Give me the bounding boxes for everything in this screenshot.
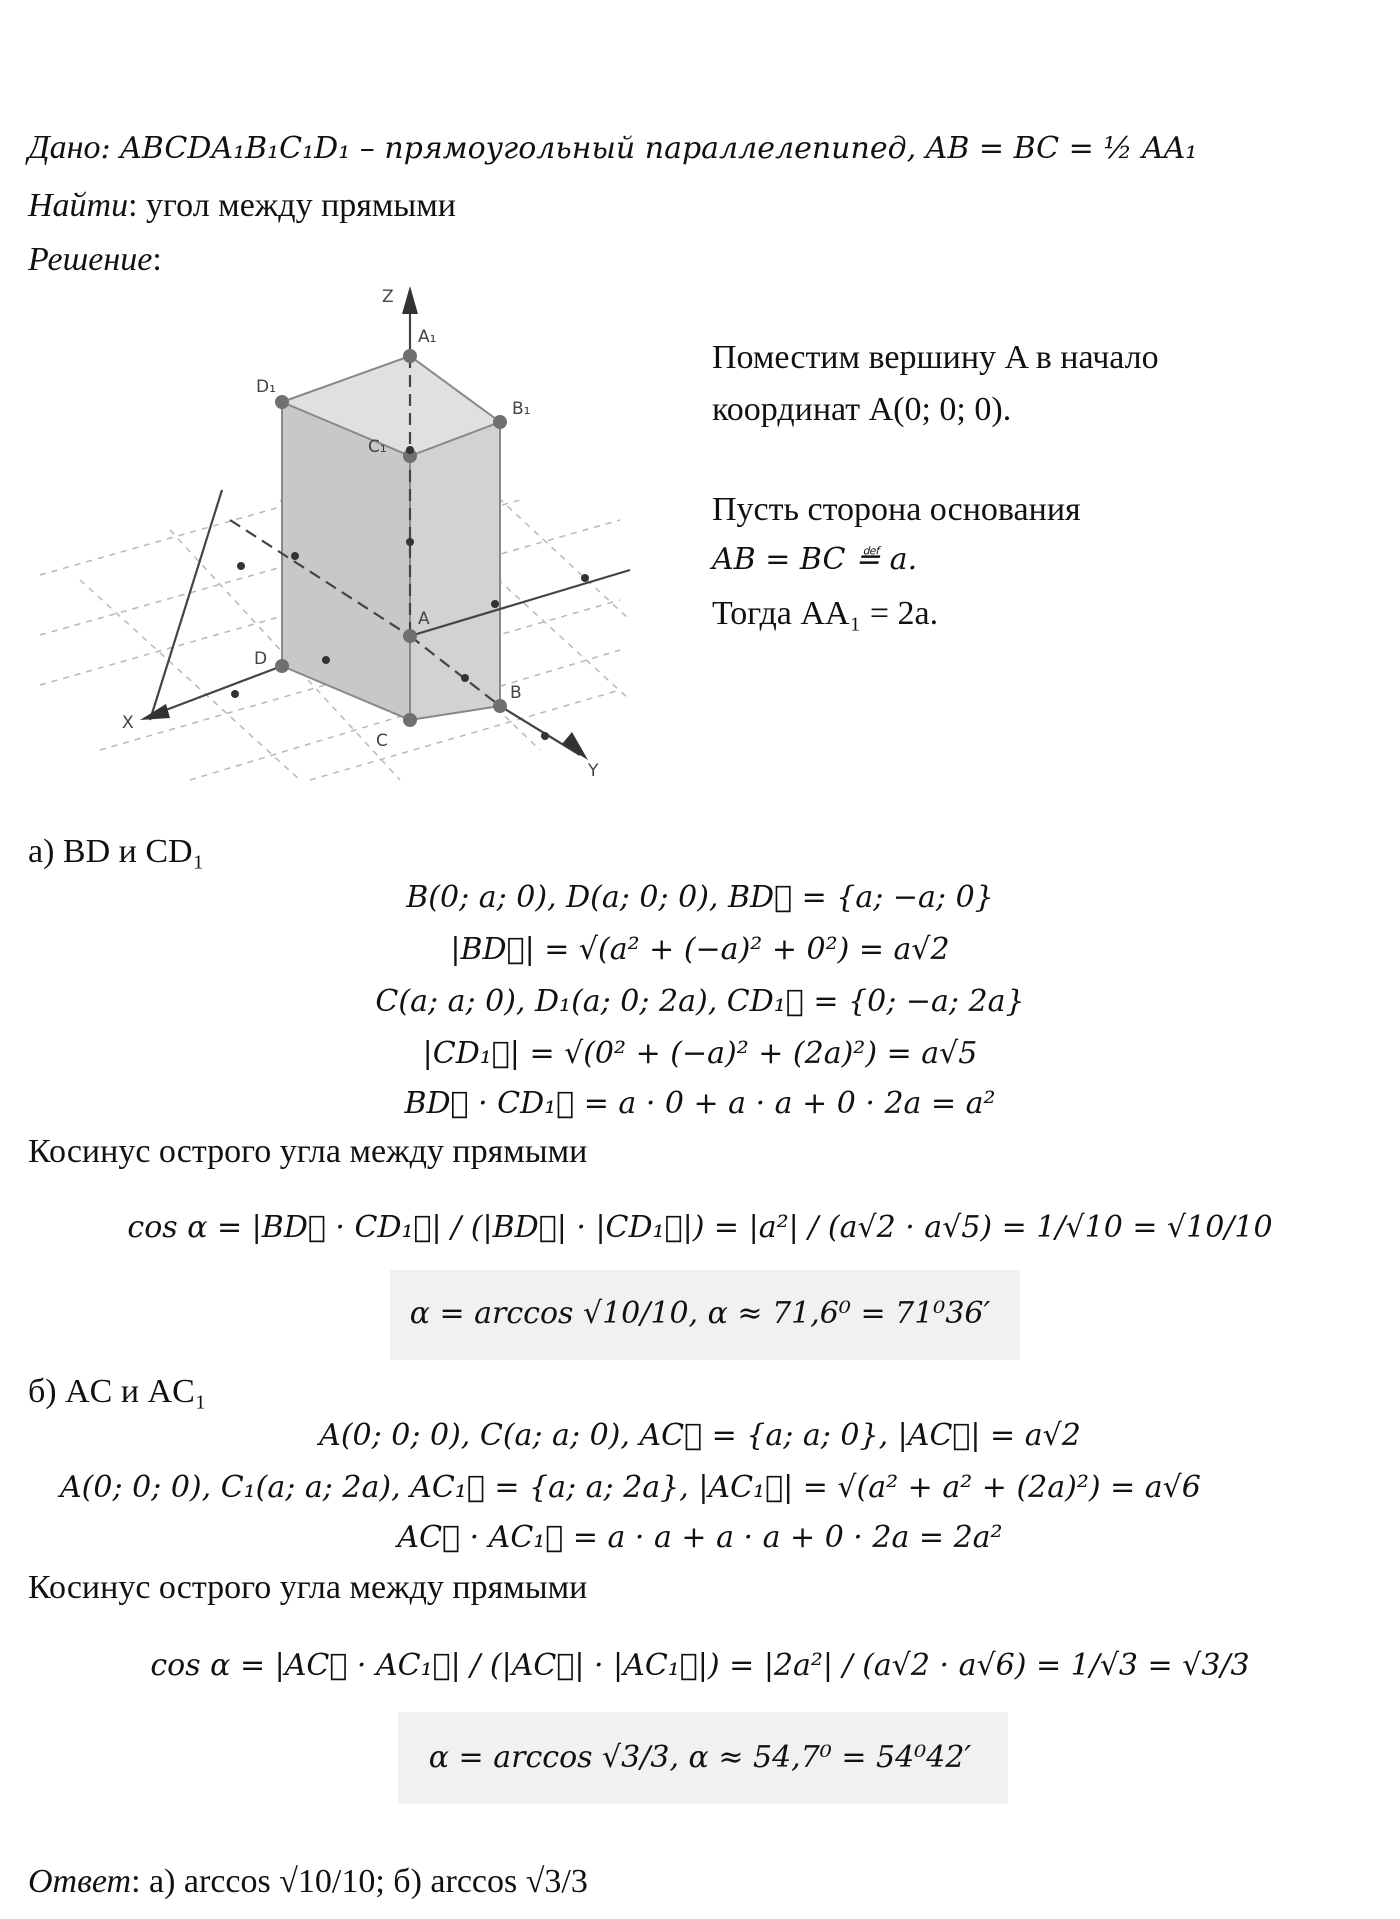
part-a-line-1: B(0; a; 0), D(a; 0; 0), BD⃗ = {a; −a; 0} <box>406 880 994 915</box>
vertex-b-label: B <box>510 683 522 703</box>
axis-point <box>461 674 469 682</box>
axis-x-label: X <box>122 713 134 733</box>
solution-text: : <box>152 241 162 278</box>
part-a-cosine-caption: Косинус острого угла между прямыми <box>28 1133 588 1170</box>
axis-point <box>541 732 549 740</box>
vertex-a1-label: A₁ <box>418 327 437 347</box>
vertex-d1 <box>275 395 289 409</box>
vertex-a <box>403 629 417 643</box>
part-b-line-3: AC⃗ · AC₁⃗ = a · a + a · a + 0 · 2a = 2a² <box>397 1520 1003 1555</box>
answer-line <box>28 1862 588 1903</box>
part-b-line-2: A(0; 0; 0), C₁(a; a; 2a), AC₁⃗ = {a; a; 2a}, |AC₁⃗| = √(a² + a² + (2a)²) = a√6 <box>60 1470 1201 1505</box>
parallelepiped-figure <box>20 280 640 800</box>
vertex-a1 <box>403 349 417 363</box>
part-a-heading: а) BD и CD₁ <box>28 833 205 870</box>
answer-label: Ответ <box>28 1863 132 1900</box>
vertex-d-label: D <box>254 649 268 669</box>
part-a-line-3: C(a; a; 0), D₁(a; 0; 2a), CD₁⃗ = {0; −a; 2a} <box>375 984 1025 1019</box>
vertex-c-label: C <box>376 731 388 751</box>
axis-point <box>322 656 330 664</box>
part-a-line-5: BD⃗ · CD₁⃗ = a · 0 + a · a + 0 · 2a = a² <box>404 1086 996 1121</box>
x-axis-front <box>150 666 282 716</box>
find-label: Найти <box>28 187 129 224</box>
part-b-line-1: A(0; 0; 0), C(a; a; 0), AC⃗ = {a; a; 0}, |AC⃗| = a√2 <box>319 1418 1081 1453</box>
setup-line-4: AB = BC ≝ a. <box>712 542 918 577</box>
find-text: : угол между прямыми <box>128 187 456 224</box>
part-b-cos: cos α = |AC⃗ · AC₁⃗| / (|AC⃗| · |AC₁⃗|) = |2a²| / (a√2 · a√6) = 1/√3 = √3/3 <box>150 1648 1250 1683</box>
setup-line-5: Тогда AA₁ = 2a. <box>712 595 939 632</box>
box-front-right-face <box>410 422 500 720</box>
axis-point <box>491 600 499 608</box>
axis-point <box>231 690 239 698</box>
vertex-a-label: A <box>418 609 430 629</box>
part-a-line-4: |CD₁⃗| = √(0² + (−a)² + (2a)²) = a√5 <box>422 1036 978 1071</box>
box-front-left-face <box>282 402 410 720</box>
vertex-d1-label: D₁ <box>256 377 276 397</box>
setup-line-2: координат A(0; 0; 0). <box>712 391 1012 428</box>
vertex-c1-label: C₁ <box>368 437 387 457</box>
vertex-c <box>403 713 417 727</box>
axis-point <box>237 562 245 570</box>
axis-point <box>291 552 299 560</box>
axis-y-label: Y <box>588 761 599 781</box>
answer-text: : а) arccos √10/10; б) arccos √3/3 <box>131 1863 588 1900</box>
vertex-b <box>493 699 507 713</box>
solution-label: Решение <box>28 241 153 278</box>
part-a-line-2: |BD⃗| = √(a² + (−a)² + 0²) = a√2 <box>450 932 950 967</box>
part-a-cos: cos α = |BD⃗ · CD₁⃗| / (|BD⃗| · |CD₁⃗|) = |a²| / (a√2 · a√5) = 1/√10 = √10/10 <box>127 1210 1273 1245</box>
part-b-heading: б) AC и AC₁ <box>28 1373 207 1410</box>
part-b-cosine-caption: Косинус острого угла между прямыми <box>28 1569 588 1606</box>
given-text: : ABCDA₁B₁C₁D₁ – прямоугольный параллелепипед, AB = BC = ½ AA₁ <box>100 131 1198 166</box>
vertex-b1-label: B₁ <box>512 399 531 419</box>
part-a-angle: α = arccos √10/10, α ≈ 71,6⁰ = 71⁰36′ <box>409 1296 991 1331</box>
vertex-b1 <box>493 415 507 429</box>
find-line <box>28 186 456 227</box>
given-label: Дано <box>28 129 101 166</box>
x-axis <box>150 490 222 720</box>
axis-point <box>406 446 414 454</box>
axis-point <box>581 574 589 582</box>
setup-line-3: Пусть сторона основания <box>712 491 1081 528</box>
solution-line <box>28 240 162 281</box>
axis-point <box>406 538 414 546</box>
part-b-angle: α = arccos √3/3, α ≈ 54,7⁰ = 54⁰42′ <box>428 1740 972 1775</box>
setup-line-1: Поместим вершину A в начало <box>712 339 1159 376</box>
z-axis-arrow <box>402 286 418 314</box>
given-line <box>28 128 1197 169</box>
axis-z-label: Z <box>382 287 394 307</box>
y-axis-arrow <box>562 732 588 760</box>
vertex-d <box>275 659 289 673</box>
